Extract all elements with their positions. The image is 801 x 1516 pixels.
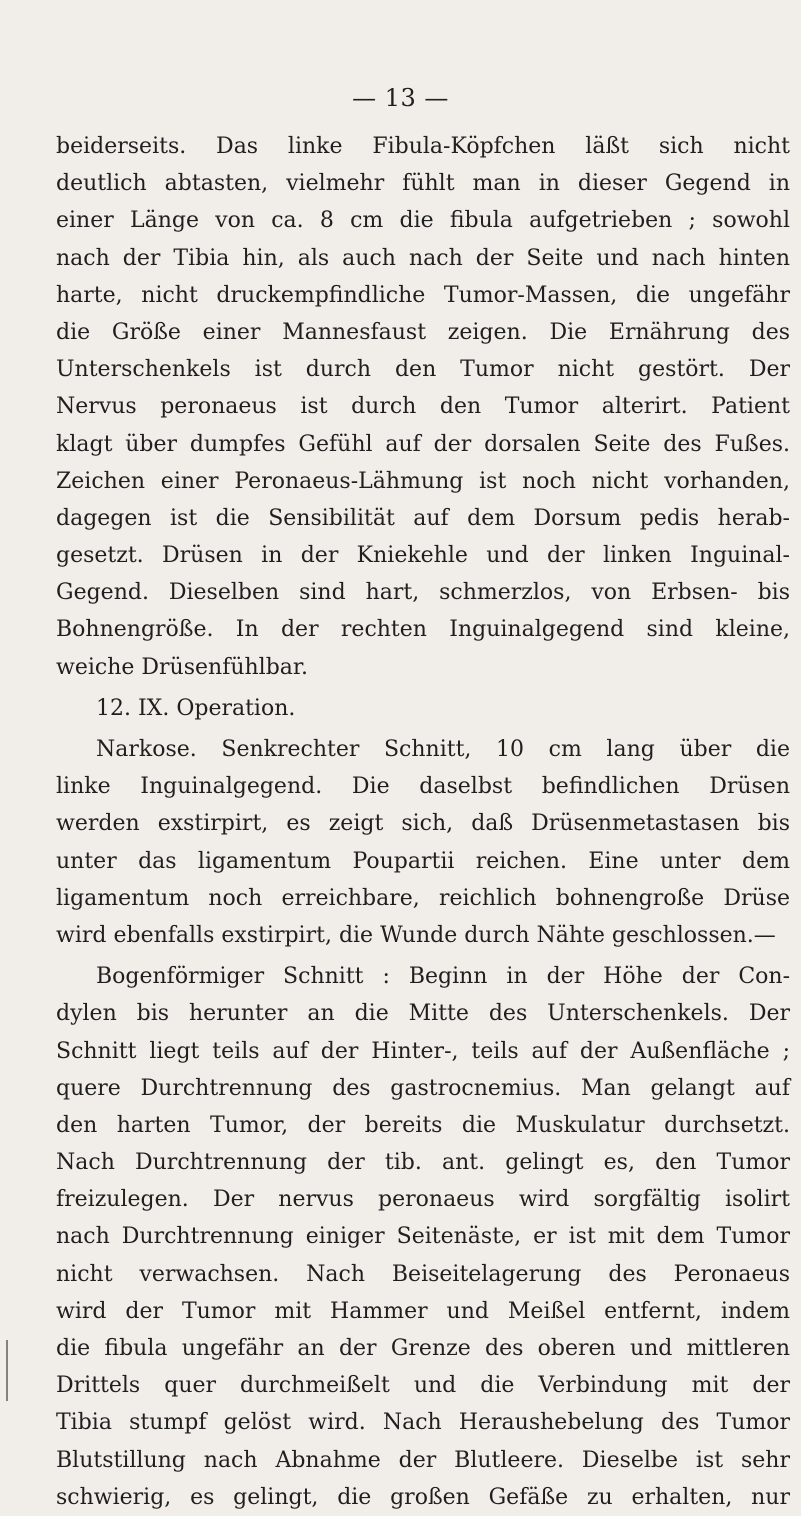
- text-line: nach Durchtrennung einiger Seitenäste, er ist mit dem Tumor: [56, 1224, 790, 1250]
- text-line: Nach Durchtrennung der tib. ant. gelingt es, den Tumor: [56, 1150, 790, 1176]
- text-line: dagegen ist die Sensibilität auf dem Dorsum pedis herab-: [56, 505, 790, 531]
- text-line: Gegend. Dieselben sind hart, schmerzlos, von Erbsen- bis: [56, 580, 790, 606]
- text-line: harte, nicht druckempfindliche Tumor-Massen, die ungefähr: [56, 282, 790, 308]
- section-heading: 12. IX. Operation.: [96, 695, 296, 721]
- text-line: die fibula ungefähr an der Grenze des oberen und mittleren: [56, 1336, 790, 1361]
- text-line: gesetzt. Drüsen in der Kniekehle und der linken Inguinal-: [56, 543, 790, 569]
- page-edge-mark: [6, 1340, 8, 1401]
- text-line: nach der Tibia hin, als auch nach der Seite und nach hinten: [56, 245, 790, 271]
- text-line: Drittels quer durchmeißelt und die Verbindung mit der: [56, 1373, 790, 1399]
- text-line: beiderseits. Das linke Fibula-Köpfchen läßt sich nicht: [56, 134, 790, 159]
- text-line: Zeichen einer Peronaeus-Lähmung ist noch nicht vorhanden,: [56, 468, 790, 494]
- text-line: Bohnengröße. In der rechten Inguinalgegend sind kleine,: [56, 617, 790, 643]
- text-line: weiche Drüsenfühlbar.: [56, 654, 309, 680]
- text-line: nicht verwachsen. Nach Beiseitelagerung des Peronaeus: [56, 1261, 790, 1287]
- text-line: einer Länge von ca. 8 cm die fibula aufgetrieben ; sowohl: [56, 208, 790, 234]
- text-line: Blutstillung nach Abnahme der Blutleere. Dieselbe ist sehr: [56, 1447, 790, 1473]
- text-line: wird ebenfalls exstirpirt, die Wunde durch Nähte geschlossen.—: [56, 922, 776, 948]
- text-line: werden exstirpirt, es zeigt sich, daß Drüsenmetastasen bis: [56, 811, 790, 837]
- text-line: die Größe einer Mannesfaust zeigen. Die Ernährung des: [56, 319, 790, 345]
- text-line: Schnitt liegt teils auf der Hinter-, teils auf der Außenfläche ;: [56, 1038, 790, 1064]
- text-line: dylen bis herunter an die Mitte des Unterschenkels. Der: [56, 1001, 790, 1027]
- text-line: deutlich abtasten, vielmehr fühlt man in dieser Gegend in: [56, 171, 790, 197]
- text-line: Unterschenkels ist durch den Tumor nicht gestört. Der: [56, 357, 790, 383]
- text-line: Bogenförmiger Schnitt : Beginn in der Höhe der Con-: [96, 964, 790, 990]
- text-line: den harten Tumor, der bereits die Muskulatur durchsetzt.: [56, 1112, 790, 1138]
- paragraph-3: [56, 958, 790, 1516]
- paragraph-1: [56, 128, 790, 686]
- body-text: [56, 128, 790, 1516]
- text-line: ligamentum noch erreichbare, reichlich bohnengroße Drüse: [56, 885, 790, 911]
- text-line: schwierig, es gelingt, die großen Gefäße zu erhalten, nur: [56, 1484, 790, 1510]
- text-line: klagt über dumpfes Gefühl auf der dorsalen Seite des Fußes.: [56, 431, 790, 457]
- text-line: Narkose. Senkrechter Schnitt, 10 cm lang über die: [96, 737, 790, 762]
- text-line: linke Inguinalgegend. Die daselbst befindlichen Drüsen: [56, 774, 790, 800]
- text-line: quere Durchtrennung des gastrocnemius. Man gelangt auf: [56, 1075, 790, 1101]
- paragraph-2: [56, 731, 790, 954]
- text-line: Nervus peronaeus ist durch den Tumor alterirt. Patient: [56, 394, 790, 420]
- text-line: unter das ligamentum Poupartii reichen. Eine unter dem: [56, 848, 790, 874]
- text-line: freizulegen. Der nervus peronaeus wird sorgfältig isolirt: [56, 1187, 790, 1213]
- page-number: — 13 —: [352, 84, 449, 112]
- text-line: wird der Tumor mit Hammer und Meißel entfernt, indem: [56, 1298, 790, 1324]
- text-line: Tibia stumpf gelöst wird. Nach Heraushebelung des Tumor: [56, 1410, 790, 1436]
